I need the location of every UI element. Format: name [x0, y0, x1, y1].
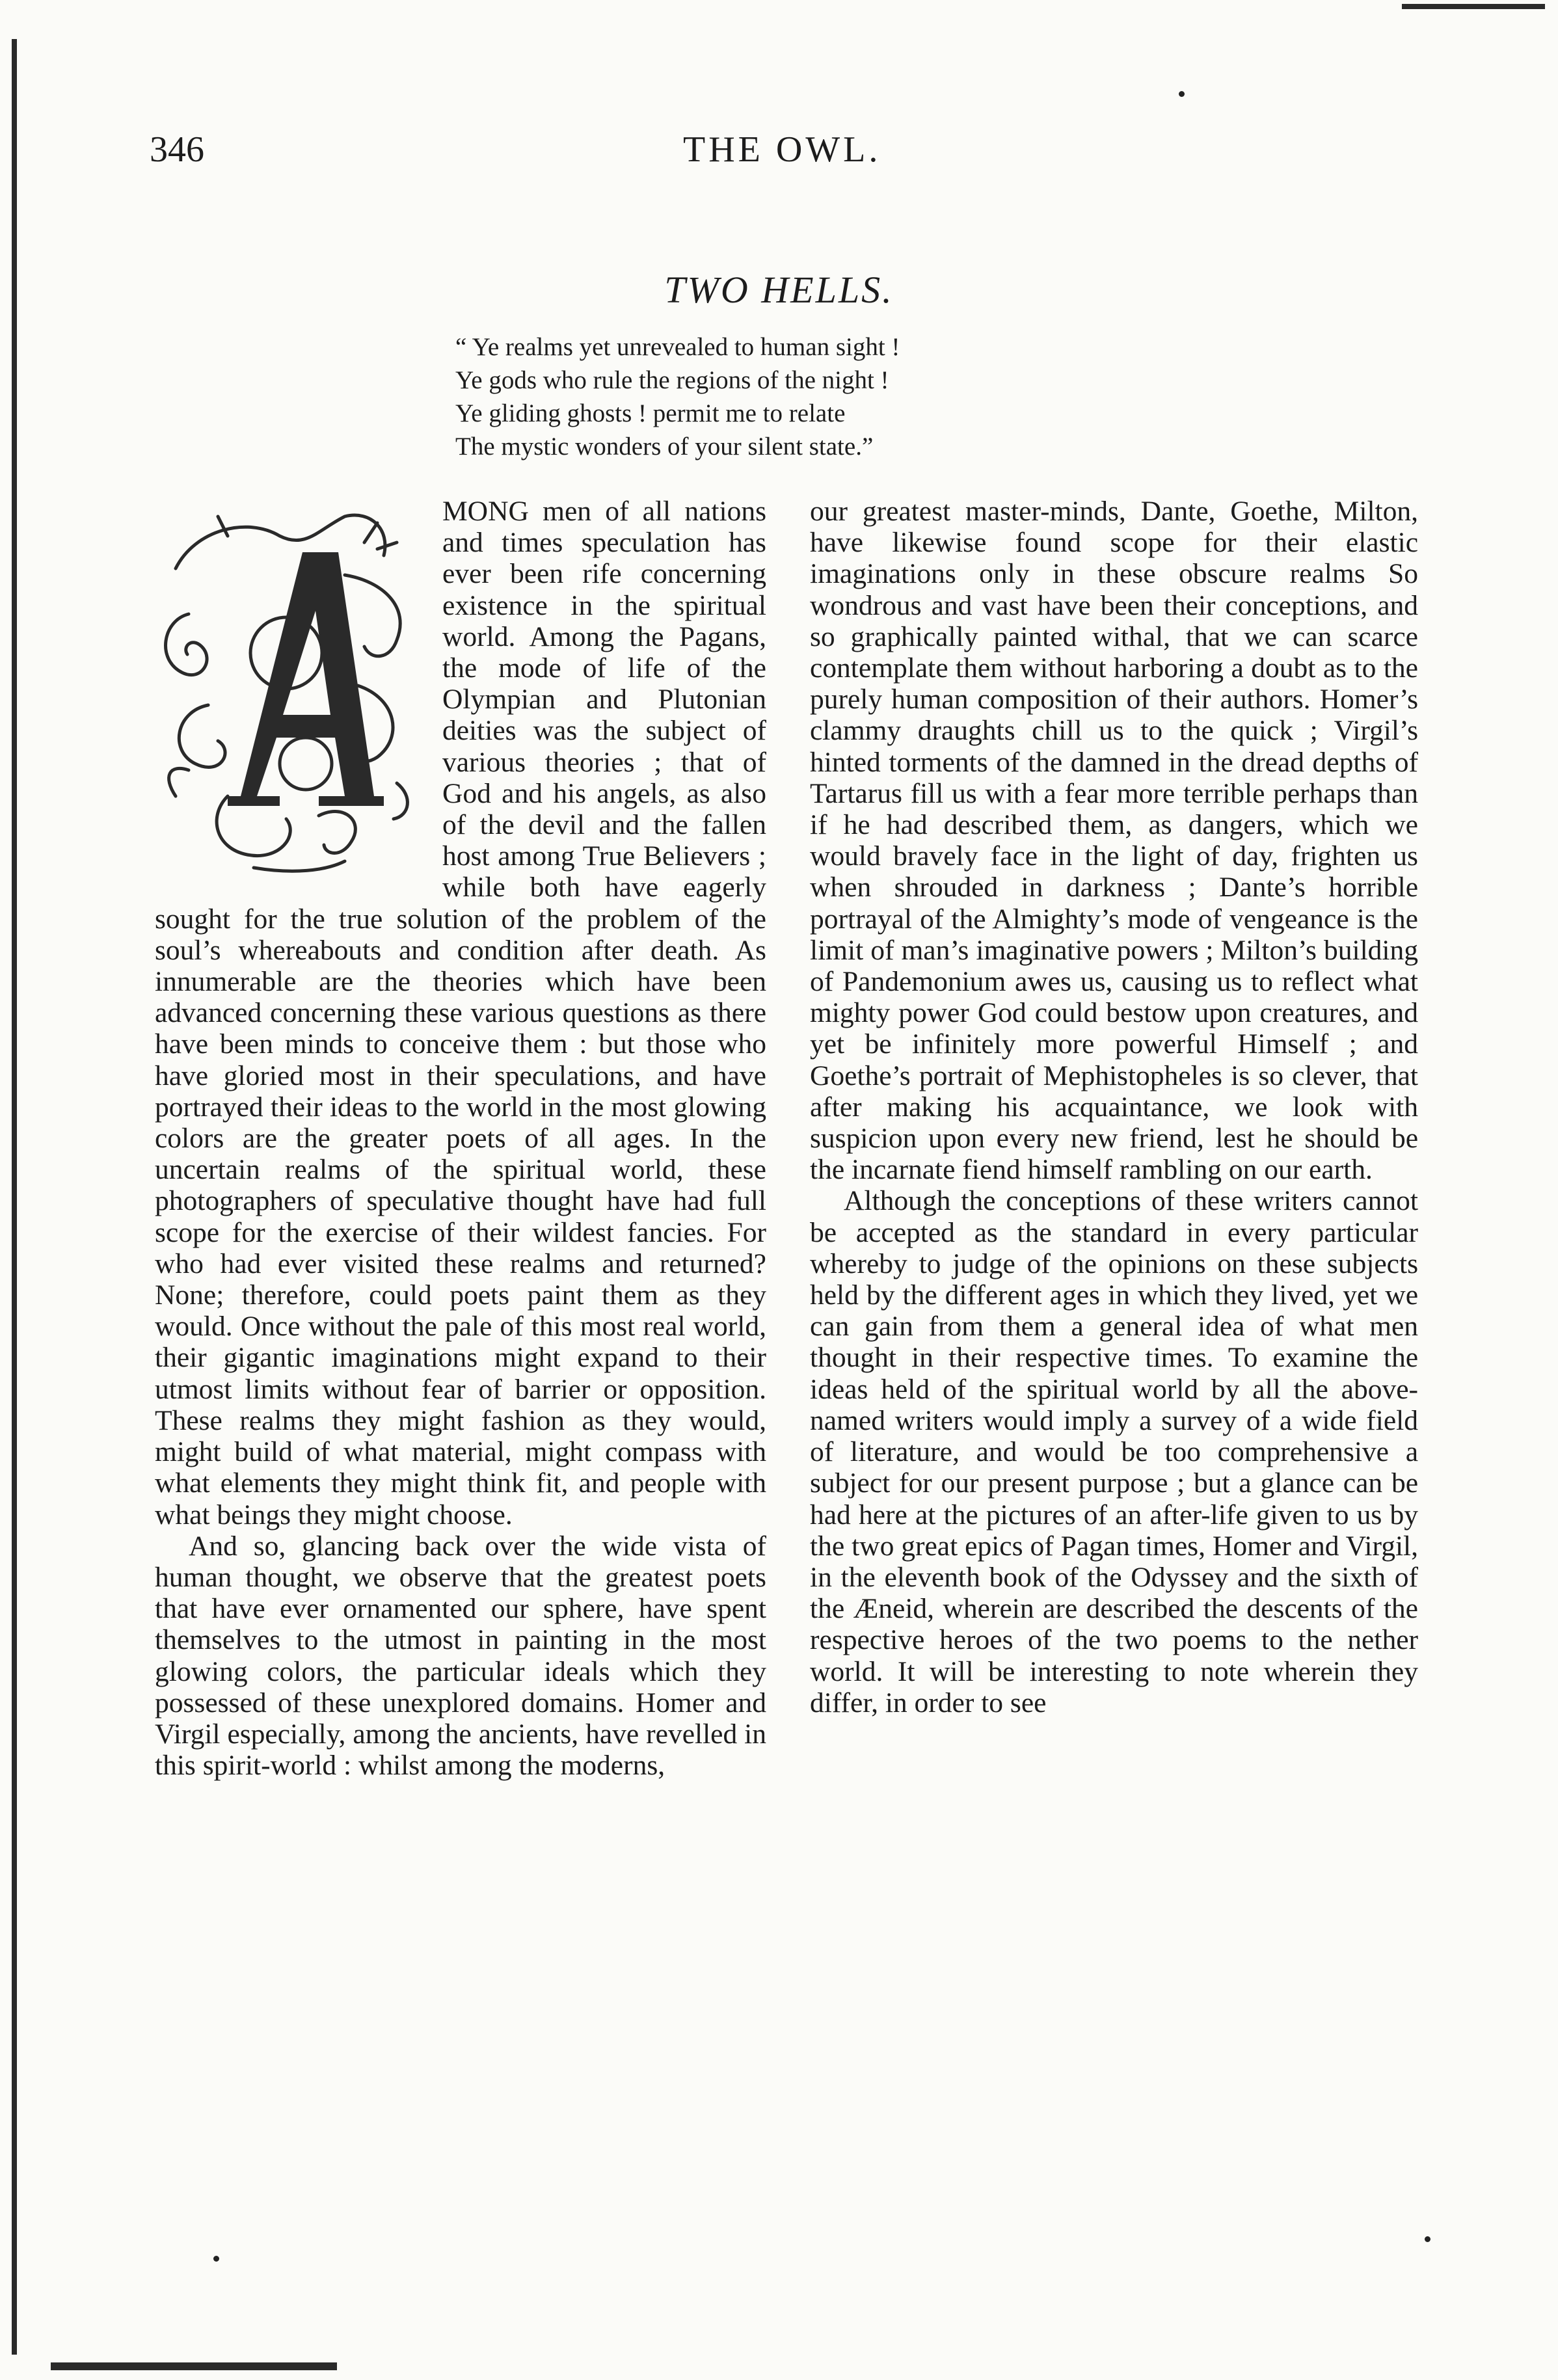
ornamental-initial-art: [150, 490, 429, 881]
ink-speck: [213, 2256, 219, 2262]
article-title: TWO HELLS.: [664, 269, 894, 311]
ink-speck: [1179, 91, 1185, 97]
scan-top-rule: [1402, 4, 1545, 9]
paragraph: MONG men of all nations and times speculation has ever been rife concerning existence in the spiritual world. Among the Pagans, the mode of life of the Olympian and Plutonian deities was the subject of various theories ; that of God and his angels, as also of the devil and the fallen host among True Believers ; while both have eagerly sought for the true solution of the problem of the soul’s whereabouts and condition after death. As innumerable are the theories which have been advanced concerning these various questions as there have been minds to conceive them : but those who have gloried most in their speculations, and have portrayed their ideas to the world in the most glowing colors are the greater poets of all ages. In the uncertain realms of the spiritual world, these photographers of speculative thought have had full scope for the exercise of their wildest fancies. For who had ever visited these realms and returned? None; therefore, could poets paint them as they would. Once without the pale of this most real world, their gigantic imaginations might expand to their utmost limits without fear of barrier or opposition. These realms they might fashion as they would, might build of what material, might compass with what elements they might think fit, and people with what beings they might choose.: [155, 496, 766, 1531]
epigraph-line: The mystic wonders of your silent state.”: [455, 433, 874, 461]
left-column: [155, 496, 766, 1781]
scan-edge-bar: [12, 39, 17, 2355]
paragraph: And so, glancing back over the wide vista of human thought, we observe that the greatest poets that have ever ornamented our sphere, have spent themselves to the utmost in painting in the most glowing colors, the particular ideals which they possessed of these unexplored domains. Homer and Virgil especially, among the ancients, have revelled in this spirit-world : whilst among the moderns,: [155, 1530, 766, 1782]
page-number: 346: [150, 129, 204, 170]
epigraph-line: “ Ye realms yet unrevealed to human sight !: [455, 333, 900, 361]
right-column: [810, 496, 1418, 1718]
epigraph-line: Ye gods who rule the regions of the night !: [455, 366, 889, 394]
paragraph: Although the conceptions of these writers cannot be accepted as the standard in every particular whereby to judge of the opinions on these subjects held by the different ages in which they lived, yet we can gain from them a general idea of what men thought in their respective times. To examine the ideas held of the spiritual world by all the above-named writers would imply a survey of a wide field of literature, and would be too comprehensive a subject for our present purpose ; but a glance can be had here at the pictures of an after-life given to us by the two great epics of Pagan times, Homer and Virgil, in the eleventh book of the Odyssey and the sixth of the Æneid, wherein are described the descents of the respective heroes of the two poems to the nether world. It will be interesting to note wherein they differ, in order to see: [810, 1185, 1418, 1718]
epigraph: [455, 330, 1171, 463]
epigraph-line: Ye gliding ghosts ! permit me to relate: [455, 399, 846, 427]
ornamental-initial: [150, 490, 429, 881]
scan-bottom-rule: [51, 2362, 337, 2370]
paragraph: our greatest master-minds, Dante, Goethe, Milton, have likewise found scope for their elastic imaginations only in these obscure realms So wondrous and vast have been their conceptions, and so graphically painted withal, that we can scarce contemplate them without harboring a doubt as to the purely human composition of their authors. Homer’s clammy draughts chill us to the quick ; Virgil’s hinted torments of the damned in the dread depths of Tartarus fill us with a fear more terrible perhaps than if he had described them, as dangers, which we would bravely face in the light of day, frighten us when shrouded in darkness ; Dante’s horrible portrayal of the Almighty’s mode of vengeance is the limit of man’s imaginative powers ; Milton’s building of Pandemonium awes us, causing us to reflect what mighty power God could bestow upon creatures, and yet be infinitely more powerful Himself ; and Goethe’s portrait of Mephistopheles is so clever, that after making his acquaintance, we look with suspicion upon every new friend, lest he should be the incarnate fiend himself rambling on our earth.: [810, 496, 1418, 1186]
ink-speck: [1425, 2236, 1430, 2242]
running-title: THE OWL.: [683, 129, 881, 170]
